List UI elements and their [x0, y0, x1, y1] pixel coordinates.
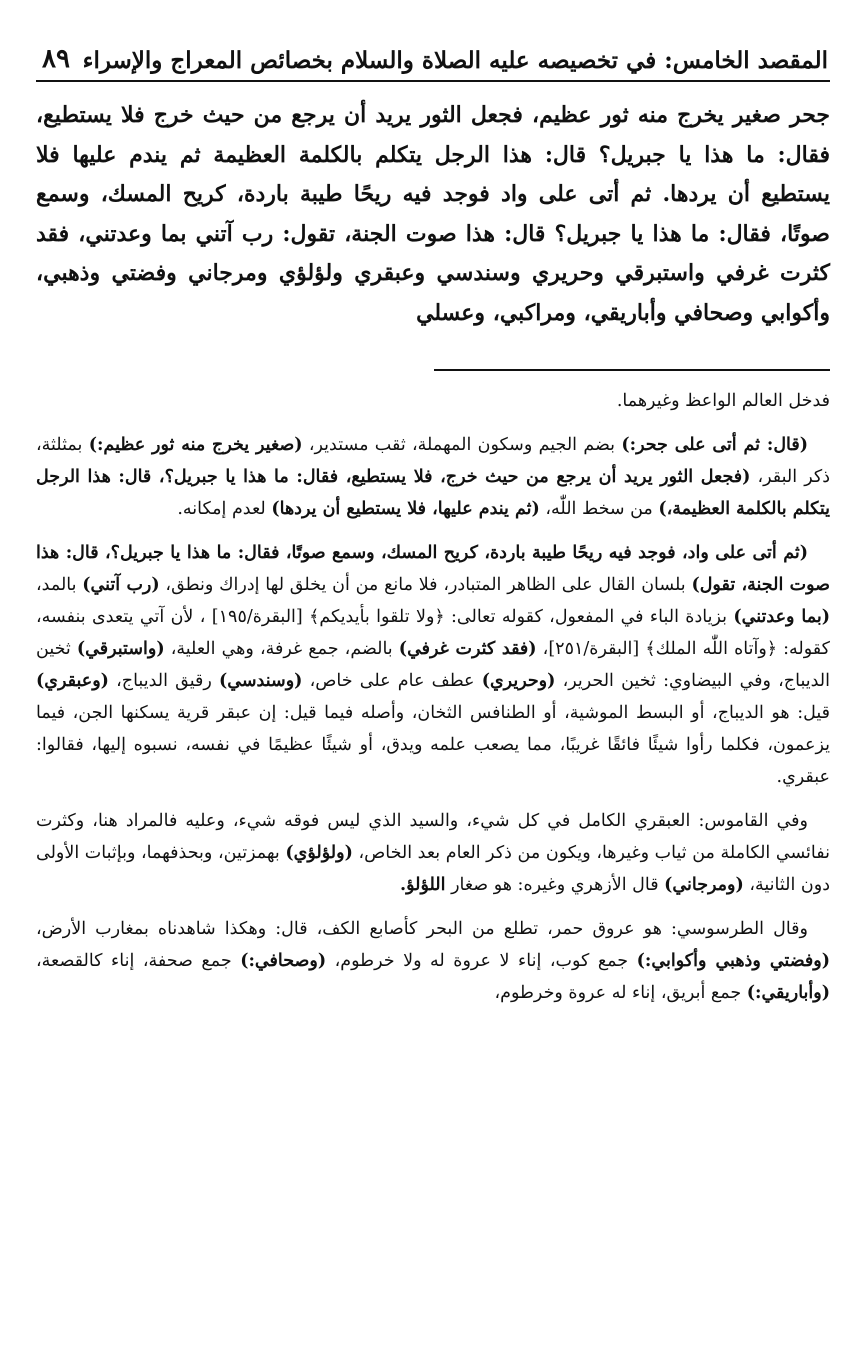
commentary-text: رقيق الديباج،	[108, 671, 220, 691]
quoted-matn: (وأباريقي:)	[746, 983, 830, 1003]
commentary	[36, 385, 830, 1009]
commentary-text: بمثلثة، ذكر البقر،	[36, 435, 830, 487]
commentary-text: من سخط اللّٰه،	[539, 499, 659, 519]
quoted-matn: (وصحافي:)	[240, 951, 327, 971]
commentary-paragraph	[36, 913, 830, 1009]
quoted-matn: (وسندسي)	[219, 671, 303, 691]
commentary-paragraph	[36, 537, 830, 793]
quoted-matn: (ثم يندم عليها، فلا يستطيع أن يردها)	[271, 499, 540, 519]
commentary-text: فدخل العالم الواعظ وغيرهما.	[616, 391, 830, 411]
commentary-paragraph	[36, 385, 830, 417]
commentary-text: ثخين الديباج، وفي البيضاوي: ثخين الحرير،	[36, 639, 830, 691]
commentary-text: قيل: هو الديباج، أو البسط الموشية، أو الطنافس الثخان، وأصله فيما قيل: إن عبقر قرية يسكنها الجن، فيما يزعمون، فكلما رأوا شيئًا فائقًا غريبًا، مما يصعب علمه ويدق، أو شيئًا عظيمًا في نفسه، نسبوه إليها، فقالوا: عبقري.	[36, 703, 830, 787]
commentary-text: بالمد،	[36, 575, 83, 595]
commentary-text: عطف عام على خاص،	[302, 671, 482, 691]
quoted-matn: (واستبرقي)	[76, 639, 165, 659]
quoted-matn: (ثم أتى على واد، فوجد فيه ريحًا طيبة باردة، كريح المسك، وسمع صوتًا، فقال: ما هذا يا جبريل؟، قال: هذا صوت الجنة، تقول)	[36, 543, 830, 595]
quoted-matn: (رب آتني)	[82, 575, 160, 595]
main-text: جحر صغير يخرج منه ثور عظيم، فجعل الثور يريد أن يرجع من حيث خرج فلا يستطيع، فقال: ما هذا يا جبريل؟ قال: هذا الرجل يتكلم بالكلمة العظيمة ثم يندم عليها فلا يستطيع أن يردها. ثم أتى على واد فوجد فيه ريحًا طيبة باردة، كريح المسك، وسمع صوتًا، فقال: ما هذا يا جبريل؟ قال: هذا صوت الجنة، تقول: رب آتني بما وعدتني، فقد كثرت غرفي واستبرقي وحريري وسندسي وعبقري ولؤلؤي ومرجاني وفضتي وذهبي، وأكوابي وصحافي وأباريقي، ومراكبي، وعسلي	[36, 102, 830, 326]
quoted-matn: (فجعل الثور يريد أن يرجع من حيث خرج، فلا يستطيع، فقال: ما هذا يا جبريل؟، قال: هذا الرجل يتكلم بالكلمة العظيمة،)	[36, 467, 830, 519]
commentary-text: وقال الطرسوسي: هو عروق حمر، تطلع من البحر كأصابع الكف، قال: وهكذا شاهدناه بمغارب الأرض،	[36, 919, 808, 939]
commentary-text: بضم الجيم وسكون المهملة، ثقب مستدير،	[302, 435, 622, 455]
quoted-matn: (وحريري)	[481, 671, 556, 691]
footnote-divider	[434, 369, 830, 371]
commentary-text: بالضم، جمع غرفة، وهي العلية،	[164, 639, 399, 659]
commentary-text: جمع كوب، إناء لا عروة له ولا خرطوم،	[326, 951, 637, 971]
quoted-matn: (قال: ثم أتى على جحر:)	[621, 435, 809, 455]
commentary-text: لعدم إمكانه.	[177, 499, 272, 519]
quoted-matn: (ولؤلؤي)	[285, 843, 353, 863]
commentary-text: بهمزتين، وبحذفهما، وبإثبات الأولى دون الثانية،	[36, 843, 830, 895]
commentary-text: جمع أبريق، إناء له عروة وخرطوم،	[494, 983, 747, 1003]
page-number: ٨٩	[42, 44, 70, 74]
commentary-paragraph	[36, 429, 830, 525]
quoted-matn: (بما وعدتني)	[733, 607, 830, 627]
quoted-matn: (وفضتي وذهبي وأكوابي:)	[636, 951, 830, 971]
quoted-matn: (ومرجاني)	[664, 875, 744, 895]
quoted-matn: (فقد كثرت غرفي)	[398, 639, 537, 659]
commentary-paragraph	[36, 805, 830, 901]
commentary-text: اللؤلؤ.	[400, 875, 446, 895]
commentary-text: قال الأزهري وغيره: هو صغار	[445, 875, 665, 895]
commentary-text: وفي القاموس: العبقري الكامل في كل شيء، والسيد الذي ليس فوقه شيء، وعليه فالمراد هنا، وكثرت نفائسي الكاملة من ثياب وغيرها، ويكون من ذكر العام بعد الخاص،	[36, 811, 830, 863]
commentary-text: جمع صحفة، إناء كالقصعة،	[36, 951, 241, 971]
commentary-text: بزيادة الباء في المفعول، كقوله تعالى: ﴿ولا تلقوا بأيديكم﴾ [البقرة/١٩٥] ، لأن آتي يتعدى بنفسه، كقوله: ﴿وآتاه اللّٰه الملك﴾ [البقرة/٢٥١]،	[36, 607, 830, 659]
quoted-matn: (صغير يخرج منه ثور عظيم:)	[88, 435, 303, 455]
header-title: المقصد الخامس: في تخصيصه عليه الصلاة والسلام بخصائص المعراج والإسراء	[82, 47, 828, 74]
quoted-matn: (وعبقري)	[36, 671, 109, 691]
running-header	[36, 40, 830, 82]
commentary-text: بلسان القال على الظاهر المتبادر، فلا مانع من أن يخلق لها إدراك ونطق،	[159, 575, 692, 595]
